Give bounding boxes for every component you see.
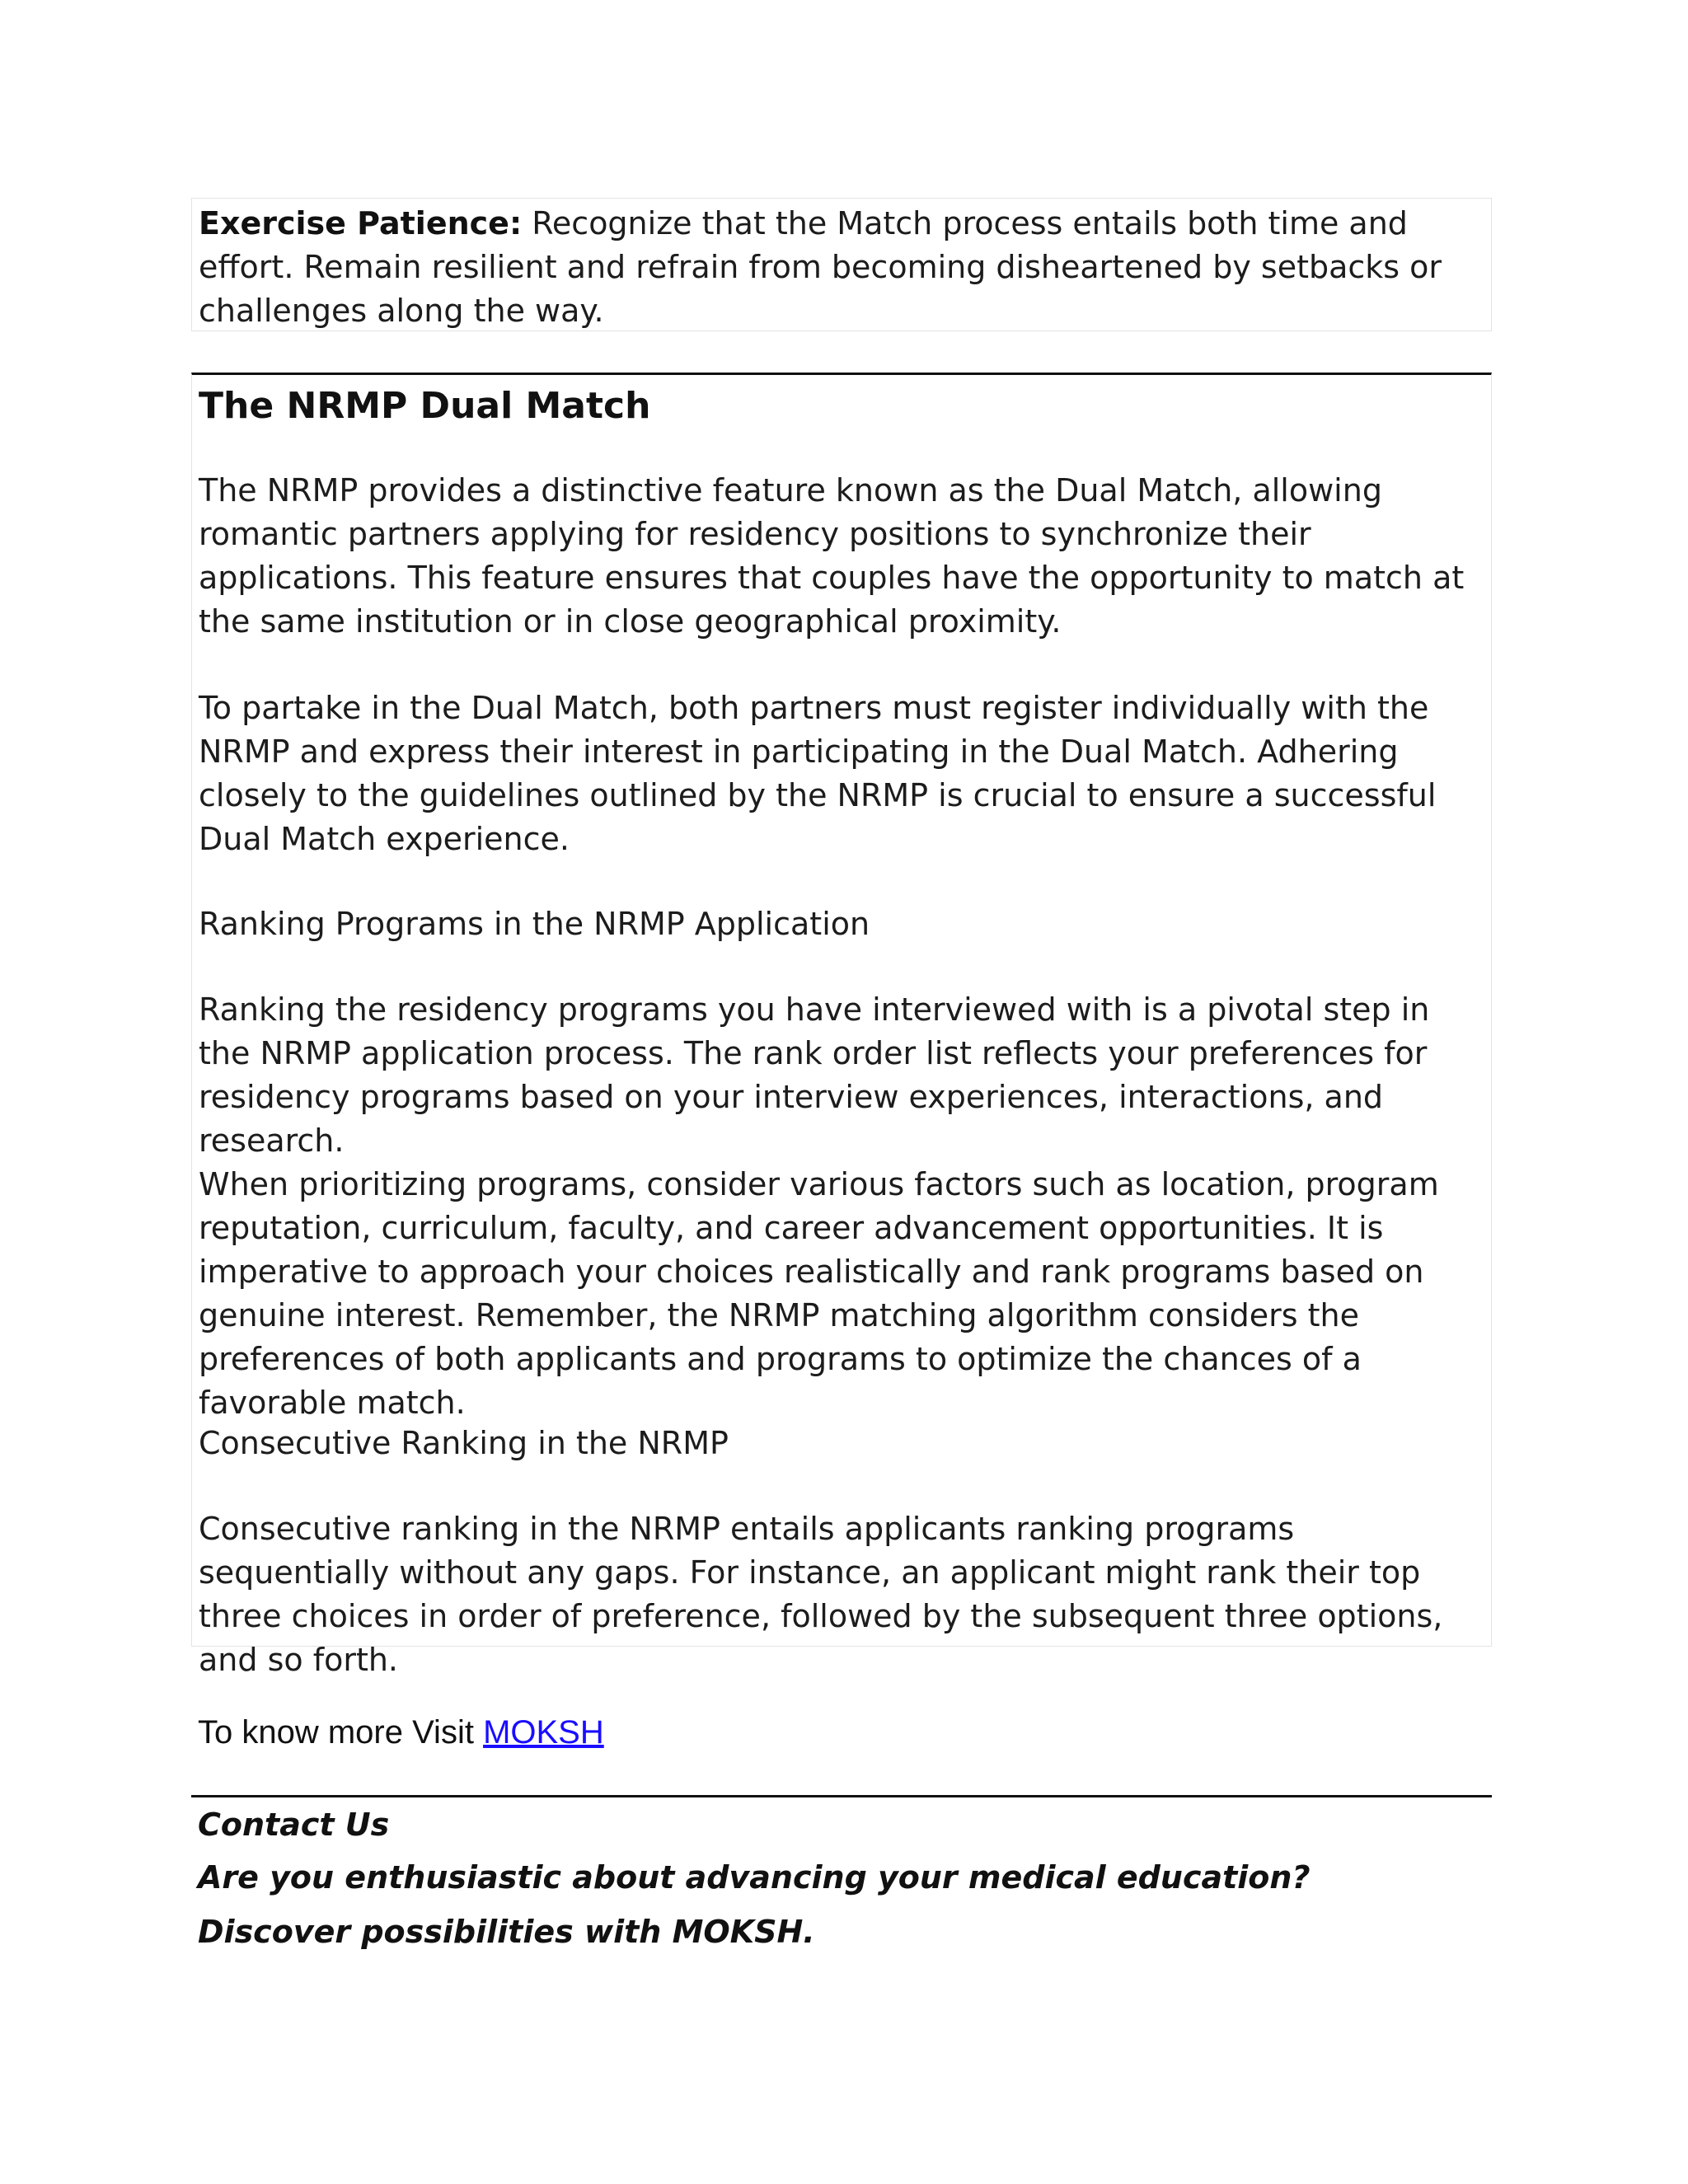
dual-match-intro: The NRMP provides a distinctive feature known as the Dual Match, allowing romantic partners applying for residency positions to synchronize their applications. This feature ensures that couples have the opportunity to match at the same institution or in close geographical proximity.: [199, 472, 1465, 640]
contact-line-2: Discover possibilities with MOKSH.: [198, 1914, 815, 1950]
patience-text: Recognize that the Match process entails both time and effort. Remain resilient and refrain from becoming disheartened by setbacks or challenges along the way.: [199, 205, 1442, 329]
ranking-programs-subheading: Ranking Programs in the NRMP Application: [199, 906, 870, 942]
consecutive-ranking-paragraph: Consecutive ranking in the NRMP entails applicants ranking programs sequentially without any gaps. For instance, an applicant might rank their top three choices in order of preference, followed by the subsequent three options, and so forth.: [199, 1511, 1443, 1678]
moksh-link[interactable]: MOKSH: [483, 1714, 604, 1750]
contact-line-1: Are you enthusiastic about advancing your medical education?: [198, 1859, 1311, 1896]
visit-prefix: To know more Visit: [198, 1714, 484, 1750]
patience-paragraph: [199, 202, 1486, 333]
contact-divider: [191, 1795, 1492, 1797]
visit-line: [198, 1711, 604, 1754]
dual-match-heading: The NRMP Dual Match: [199, 385, 651, 427]
ranking-programs-paragraph: Ranking the residency programs you have interviewed with is a pivotal step in the NRMP application process. The rank order list reflects your preferences for residency programs based on your interview experiences, interactions, and research.: [199, 991, 1430, 1159]
contact-title: Contact Us: [198, 1807, 390, 1843]
consecutive-ranking-subheading: Consecutive Ranking in the NRMP: [199, 1425, 729, 1461]
patience-label: Exercise Patience:: [199, 205, 523, 241]
dual-match-registration: To partake in the Dual Match, both partners must register individually with the NRMP and express their interest in participating in the Dual Match. Adhering closely to the guidelines outlined by the NRMP is crucial to ensure a successful Dual Match experience.: [199, 690, 1437, 857]
prioritizing-paragraph: When prioritizing programs, consider various factors such as location, program reputation, curriculum, faculty, and career advancement opportunities. It is imperative to approach your choices realistically and rank programs based on genuine interest. Remember, the NRMP matching algorithm considers the preferences of both applicants and programs to optimize the chances of a favorable match.: [199, 1166, 1439, 1421]
dual-match-section: [191, 373, 1492, 1678]
patience-box: [191, 198, 1492, 331]
